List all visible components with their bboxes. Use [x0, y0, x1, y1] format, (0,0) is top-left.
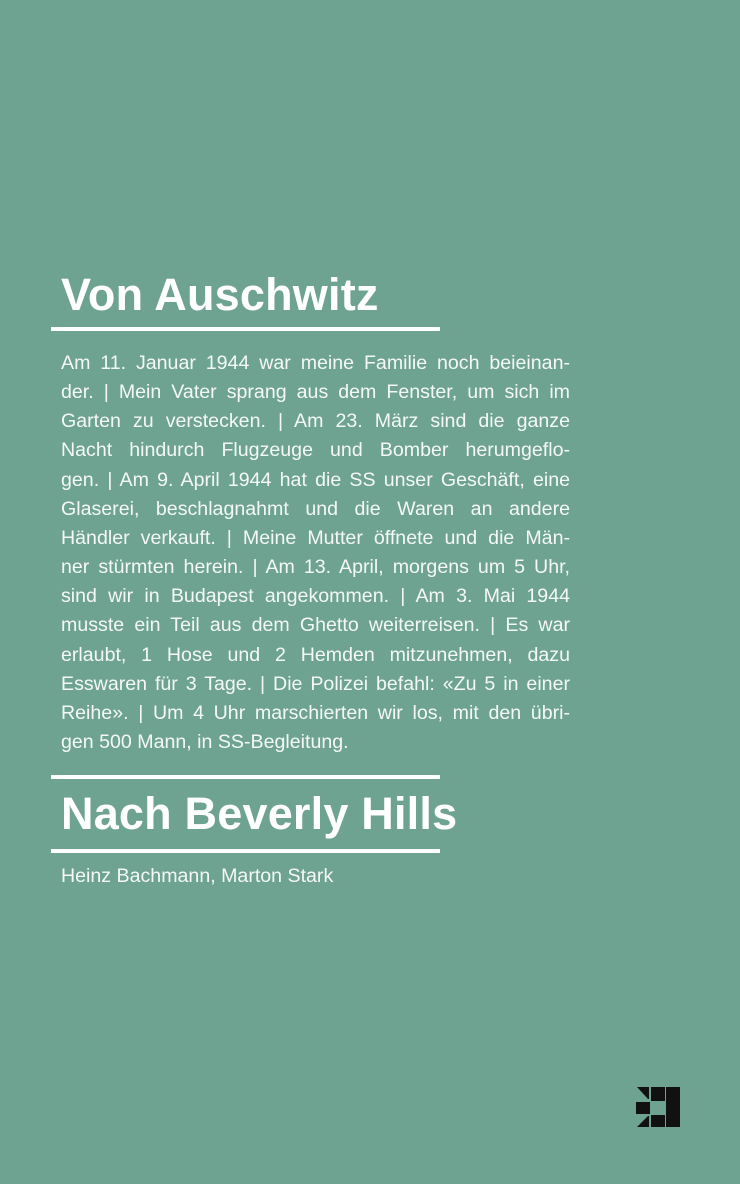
excerpt-line: Händler verkauft. | Meine Mutter öffnete und die Män- [61, 526, 570, 549]
divider-rule-bottom [51, 849, 440, 853]
excerpt-line: sind wir in Budapest angekommen. | Am 3. Mai 1944 [61, 585, 570, 608]
title-part-1: Von Auschwitz [61, 269, 379, 320]
excerpt-line: Am 11. Januar 1944 war meine Familie noch beieinan- [61, 352, 570, 374]
excerpt-line: der. | Mein Vater sprang aus dem Fenster, um sich im [61, 381, 570, 404]
excerpt-line: gen. | Am 9. April 1944 hat die SS unser Geschäft, eine [61, 468, 570, 491]
excerpt-line: gen 500 Mann, in SS-Begleitung. [61, 731, 349, 754]
title-part-2: Nach Beverly Hills [61, 788, 458, 839]
excerpt-line: Esswaren für 3 Tage. | Die Polizei befahl: «Zu 5 in einer [61, 672, 570, 695]
excerpt-line: Nacht hindurch Flugzeuge und Bomber herumgeflo- [61, 439, 570, 462]
excerpt-line: musste ein Teil aus dem Ghetto weiterreisen. | Es war [61, 614, 570, 637]
publisher-logo-icon [636, 1086, 681, 1128]
excerpt-line: Glaserei, beschlagnahmt und die Waren an andere [61, 497, 570, 520]
divider-rule-middle [51, 775, 440, 779]
excerpt-line: erlaubt, 1 Hose und 2 Hemden mitzunehmen, dazu [61, 643, 570, 666]
excerpt-line: Reihe». | Um 4 Uhr marschierten wir los, mit den übri- [61, 701, 570, 724]
excerpt-line: ner stürmten herein. | Am 13. April, morgens um 5 Uhr, [61, 556, 570, 579]
authors: Heinz Bachmann, Marton Stark [61, 865, 334, 887]
excerpt-text [61, 349, 570, 757]
divider-rule-top [51, 327, 440, 331]
excerpt-line: Garten zu verstecken. | Am 23. März sind die ganze [61, 410, 570, 433]
